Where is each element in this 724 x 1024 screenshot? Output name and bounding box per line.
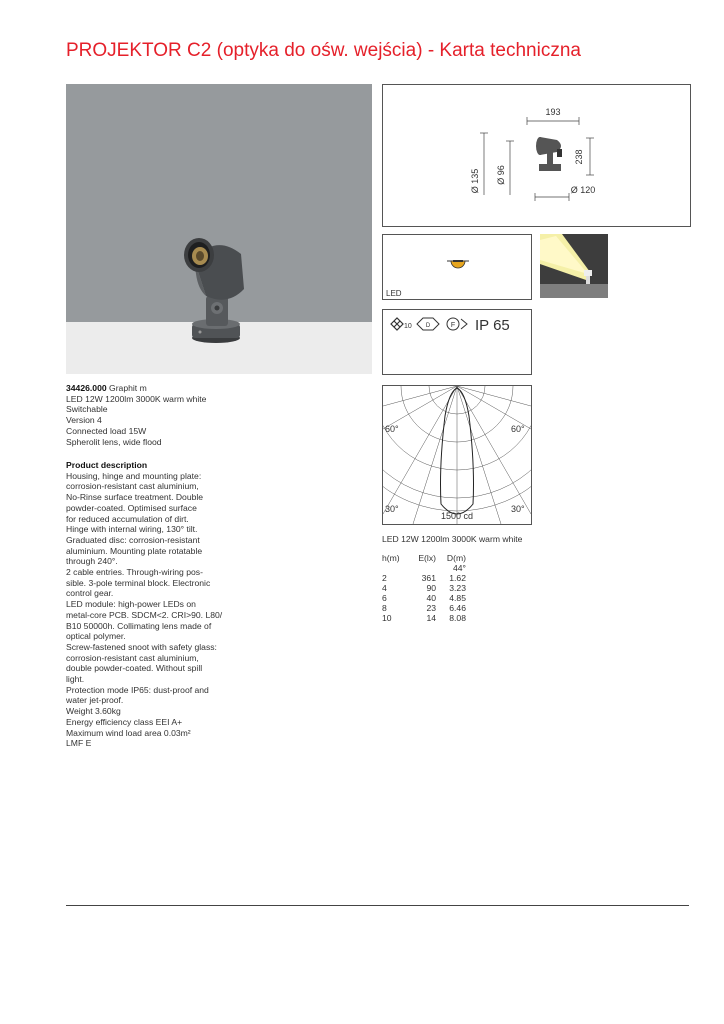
- description-line: 2 cable entries. Through-wiring pos-: [66, 567, 203, 578]
- table-cell: 4.85: [449, 592, 466, 603]
- finish: Graphit m: [109, 383, 147, 393]
- page-title: PROJEKTOR C2 (optyka do ośw. wejścia) - Karta techniczna: [66, 40, 581, 61]
- product-photo: [66, 84, 372, 374]
- description-line: No-Rinse surface treatment. Double: [66, 492, 204, 503]
- spec-line: Connected load 15W: [66, 425, 147, 436]
- table-cell: 4: [382, 582, 387, 593]
- table-cell: 1.62: [449, 572, 466, 583]
- table-cell: [382, 563, 410, 573]
- description-line: through 240°.: [66, 556, 118, 567]
- product-spec: [66, 383, 241, 447]
- table-cell: 3.23: [449, 582, 466, 593]
- spec-lines: [66, 394, 241, 448]
- photometric-data: [382, 534, 582, 623]
- table-cell: 8: [382, 602, 387, 613]
- description-line: Energy efficiency class EEI A+: [66, 716, 183, 727]
- description-line: Graduated disc: corrosion-resistant: [66, 534, 200, 545]
- table-angle-cell: 44°: [453, 562, 466, 573]
- description-line: B10 50000h. Collimating lens made of: [66, 620, 212, 631]
- table-row: [382, 573, 466, 583]
- description-line: metal-core PCB. SDCM<2. CRI>90. L80/: [66, 609, 223, 620]
- table-row: [382, 583, 466, 593]
- description-heading: Product description: [66, 460, 148, 470]
- description-line: water jet-proof.: [66, 695, 124, 706]
- product-description: [66, 460, 241, 749]
- dimension-svg: [383, 85, 690, 226]
- table-header-cell: E(lx): [418, 552, 436, 563]
- table-angle-row: [382, 563, 466, 573]
- polar-label-right-bottom: 30°: [511, 504, 525, 514]
- table-cell: [410, 563, 436, 573]
- spec-line: Switchable: [66, 404, 108, 415]
- table-header-cell: D(m): [446, 552, 466, 563]
- certification-icons: [383, 310, 531, 374]
- table-header-cell: h(m): [382, 552, 400, 563]
- description-line: LED module: high-power LEDs on: [66, 599, 196, 610]
- table-cell: 40: [426, 592, 436, 603]
- description-line: corrosion-resistant cast aluminium,: [66, 652, 199, 663]
- spec-line: LED 12W 1200lm 3000K warm white: [66, 393, 207, 404]
- description-line: LMF E: [66, 738, 92, 749]
- polar-diagram: [382, 385, 532, 525]
- description-line: sible. 3-pole terminal block. Electronic: [66, 577, 211, 588]
- description-lines: [66, 471, 241, 749]
- enec-mark-icon: [391, 318, 412, 330]
- dim-diameter-96: Ø 96: [496, 165, 506, 185]
- vde-mark-icon: [417, 318, 439, 330]
- led-label: LED: [386, 289, 402, 298]
- description-line: optical polymer.: [66, 631, 126, 642]
- description-line: light.: [66, 674, 85, 685]
- led-lamp-icon: [383, 235, 531, 299]
- spotlight-illustration: [66, 84, 372, 374]
- spec-line: Spherolit lens, wide flood: [66, 436, 162, 447]
- photometric-caption: LED 12W 1200lm 3000K warm white: [382, 534, 523, 544]
- beam-illustration: [540, 234, 608, 298]
- dim-diameter-135: Ø 135: [470, 168, 480, 194]
- table-cell: 361: [421, 572, 436, 583]
- polar-svg: [383, 386, 531, 524]
- description-line: Weight 3.60kg: [66, 706, 121, 717]
- table-cell: 8.08: [449, 612, 466, 623]
- description-line: Hinge with internal wiring, 130° tilt.: [66, 524, 198, 535]
- dimension-drawing: [382, 84, 691, 227]
- table-cell: 23: [426, 602, 436, 613]
- certification-panel: [382, 309, 532, 375]
- description-line: powder-coated. Optimised surface: [66, 502, 197, 513]
- svg-text:10: 10: [404, 323, 412, 330]
- table-cell: 14: [426, 612, 436, 623]
- ip-rating: IP 65: [475, 317, 510, 334]
- description-line: double powder-coated. Without spill: [66, 663, 203, 674]
- light-beam-icon: [540, 234, 608, 298]
- spec-article-line: [66, 383, 241, 394]
- table-row: [382, 613, 466, 623]
- description-line: control gear.: [66, 588, 114, 599]
- spec-line: Version 4: [66, 415, 102, 426]
- dim-diameter-120: Ø 120: [570, 185, 596, 195]
- article-number: 34426.000: [66, 383, 107, 393]
- led-symbol-panel: [382, 234, 532, 300]
- table-row: [382, 593, 466, 603]
- description-line: Protection mode IP65: dust-proof and: [66, 684, 209, 695]
- description-line: Housing, hinge and mounting plate:: [66, 470, 202, 481]
- table-cell: 6.46: [449, 602, 466, 613]
- description-line: Screw-fastened snoot with safety glass:: [66, 641, 217, 652]
- polar-label-left-bottom: 30°: [385, 504, 399, 514]
- dim-height: 238: [574, 149, 584, 165]
- dim-width: 193: [545, 107, 561, 117]
- svg-text:D: D: [425, 323, 431, 329]
- ce-mark-icon: [447, 318, 467, 330]
- table-cell: 90: [426, 582, 436, 593]
- description-line: Maximum wind load area 0.03m²: [66, 727, 191, 738]
- table-row: [382, 603, 466, 613]
- table-cell: 10: [382, 612, 392, 623]
- svg-text:F: F: [450, 322, 456, 329]
- photometric-table: [382, 553, 466, 623]
- polar-label-left-top: 60°: [385, 424, 399, 434]
- footer-divider: [66, 905, 689, 906]
- description-line: aluminium. Mounting plate rotatable: [66, 545, 203, 556]
- description-line: for reduced accumulation of dirt.: [66, 513, 189, 524]
- table-cell: 6: [382, 592, 387, 603]
- polar-intensity: 1500 cd: [440, 511, 474, 521]
- table-header-row: [382, 553, 466, 563]
- table-cell: 2: [382, 572, 387, 583]
- description-line: corrosion-resistant cast aluminium,: [66, 481, 199, 492]
- polar-label-right-top: 60°: [511, 424, 525, 434]
